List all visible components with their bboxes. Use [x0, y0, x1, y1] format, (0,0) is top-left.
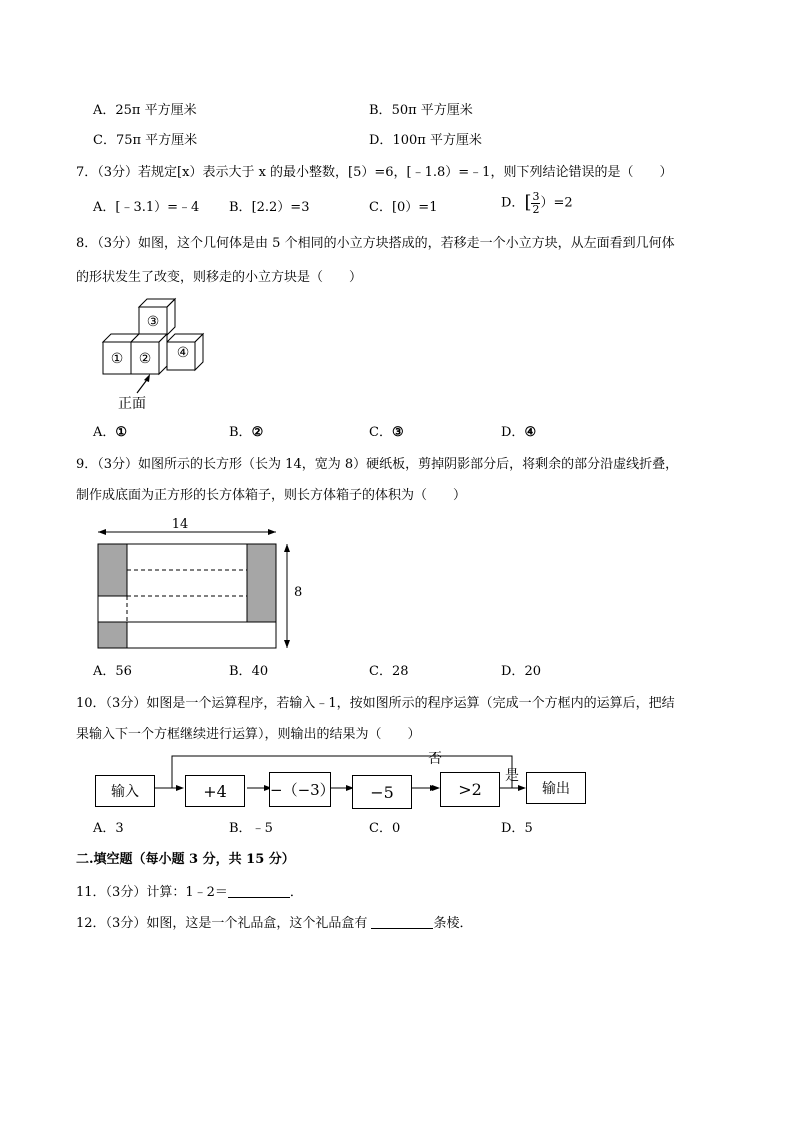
q10-option-d: D．5: [501, 821, 533, 836]
section-2-heading: 二.填空题（每小题 3 分，共 15 分）: [76, 852, 295, 867]
cardboard-figure: [90, 513, 305, 655]
length-label: 14: [171, 517, 189, 532]
q10-option-c: C．0: [369, 821, 401, 836]
cube-figure: [95, 295, 225, 415]
flow-yes-label: 是: [505, 768, 519, 784]
q9-option-b: B．40: [229, 664, 269, 679]
q9-stem-line1: 9．（3分）如图所示的长方形（长为 14，宽为 8）硬纸板，剪掉阴影部分后，将剩余的部分沿虚线折叠，: [76, 457, 679, 472]
q10-option-b: B．﹣5: [229, 821, 273, 836]
fraction: $\frac{3}{2}$: [532, 190, 540, 216]
q7-stem: 7．（3分）若规定[x）表示大于 x 的最小整数，[5）=6，[﹣1.8）=﹣1，则下列结论错误的是（ ）: [76, 165, 673, 180]
q11: 11．（3分）计算：1﹣2＝ ．: [76, 885, 303, 900]
cube-label-2: ②: [138, 351, 152, 367]
q8-option-c: C．③: [369, 425, 404, 440]
q11-answer-blank[interactable]: [228, 885, 290, 898]
cube-label-4: ④: [176, 345, 190, 361]
q7-option-d: D．[ $\frac{3}{2}$ ）=2: [501, 190, 573, 216]
q9-option-a: A．56: [93, 664, 132, 679]
q10-stem-line2: 果输入下一个方框继续进行运算），则输出的结果为（ ）: [76, 727, 421, 742]
width-label: 8: [294, 585, 303, 600]
q6-option-a: A．25π 平方厘米: [93, 103, 197, 118]
cube-label-1: ①: [110, 351, 124, 367]
q6-option-d: D．100π 平方厘米: [369, 133, 482, 148]
q7-option-b: B．[2.2）=3: [229, 200, 310, 215]
q7-option-a: A．[﹣3.1）=﹣4: [93, 200, 200, 215]
q10-option-a: A．3: [93, 821, 124, 836]
arrow-head-icon: [144, 374, 150, 382]
front-label: 正面: [118, 396, 146, 412]
flow-condition-box: >2: [440, 772, 500, 807]
flow-step-minus-neg3: −（−3）: [269, 772, 331, 807]
q9-option-d: D．20: [501, 664, 541, 679]
flow-input-box: 输入: [95, 775, 155, 807]
q8-option-b: B．②: [229, 425, 264, 440]
q9-option-c: C．28: [369, 664, 409, 679]
q8-stem-line2: 的形状发生了改变，则移走的小立方块是（ ）: [76, 270, 363, 285]
q6-option-b: B．50π 平方厘米: [369, 103, 473, 118]
q10-stem-line1: 10．（3分）如图是一个运算程序，若输入﹣1，按如图所示的程序运算（完成一个方框内的运算后，把结: [76, 696, 675, 711]
flow-no-label: 否: [428, 751, 442, 767]
q7-option-c: C．[0）=1: [369, 200, 438, 215]
q6-option-c: C．75π 平方厘米: [93, 133, 198, 148]
flow-step-minus5: −5: [352, 775, 412, 809]
q8-option-d: D．④: [501, 425, 537, 440]
q8-option-a: A．①: [93, 425, 128, 440]
flow-step-plus4: +4: [185, 775, 245, 807]
q8-stem-line1: 8．（3分）如图，这个几何体是由 5 个相同的小立方块搭成的，若移走一个小立方块，从左面看到几何体: [76, 236, 675, 251]
cube-label-3: ③: [146, 314, 160, 330]
q12: 12．（3分）如图，这是一个礼品盒，这个礼品盒有 条棱．: [76, 916, 473, 931]
q9-stem-line2: 制作成底面为正方形的长方体箱子，则长方体箱子的体积为（ ）: [76, 488, 467, 503]
q12-answer-blank[interactable]: [371, 916, 433, 929]
flow-output-box: 输出: [526, 772, 586, 804]
